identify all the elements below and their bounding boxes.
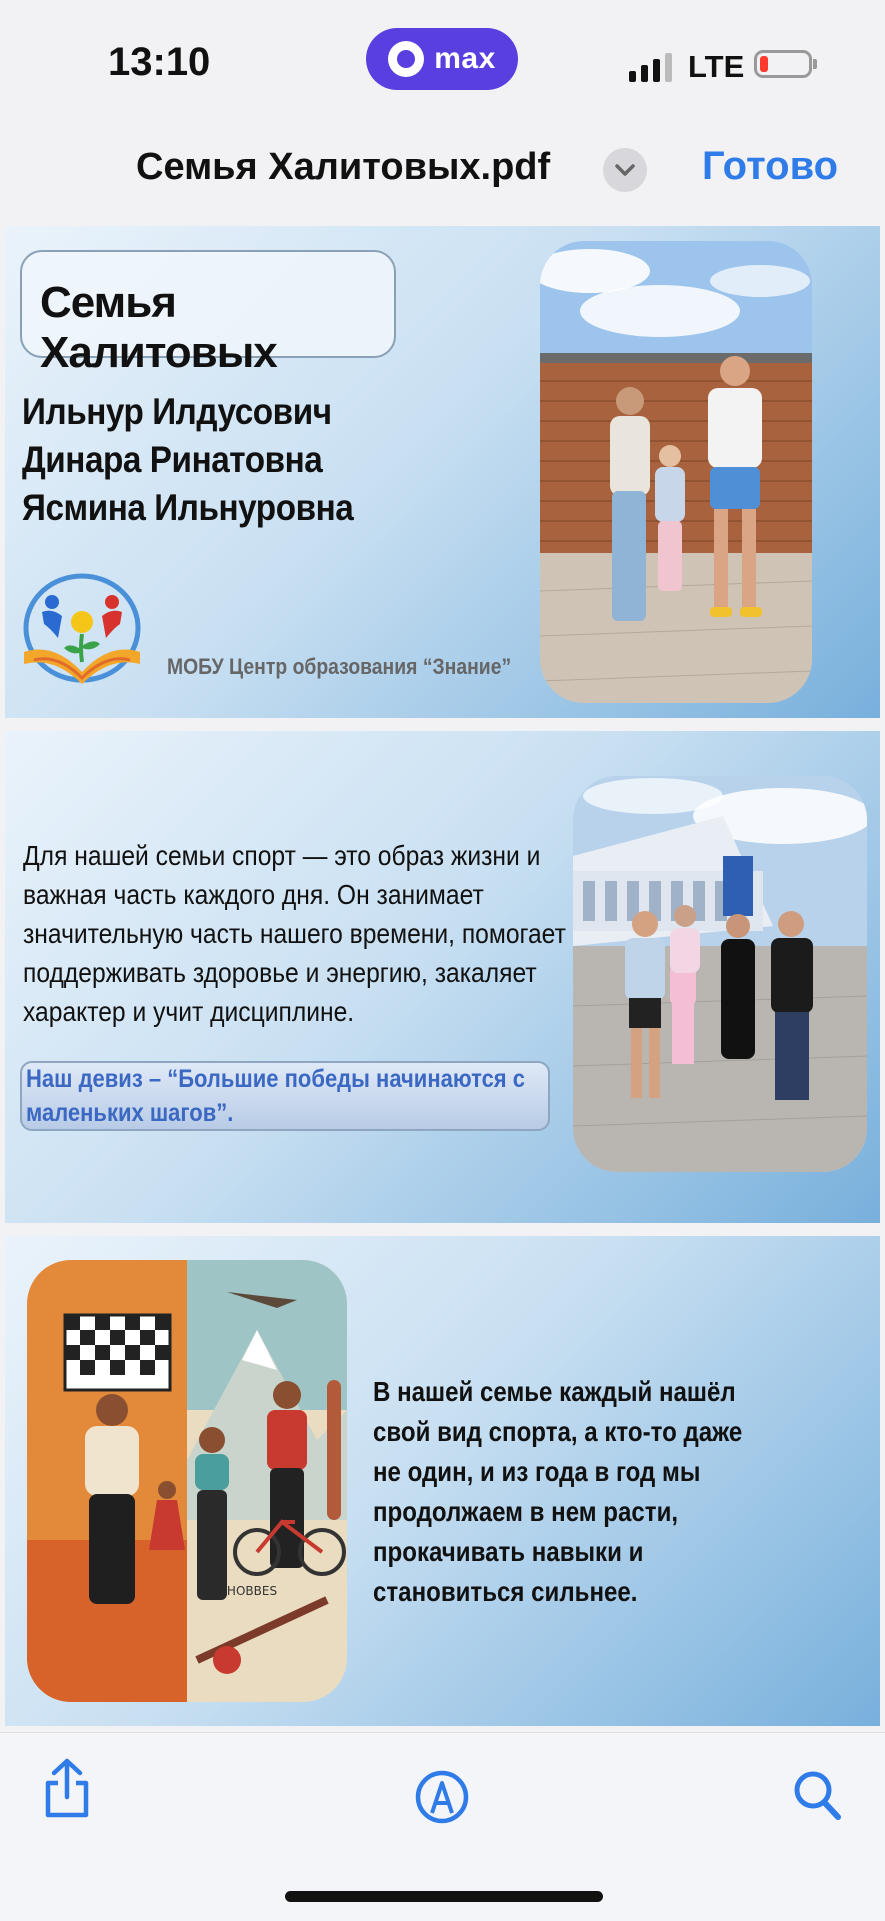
family-name: Динара Ринатовна <box>22 439 323 480</box>
max-app-label: max <box>434 42 496 75</box>
family-photo-1 <box>540 241 812 703</box>
family-names <box>22 388 390 532</box>
pdf-page-2[interactable] <box>5 731 880 1223</box>
paragraph-line: В нашей семье каждый нашёл <box>373 1376 736 1407</box>
slide-title: Семья Халитовых <box>40 278 277 377</box>
slide-title-box <box>20 250 396 377</box>
home-indicator[interactable] <box>285 1891 603 1902</box>
paragraph-line: прокачивать навыки и <box>373 1536 644 1567</box>
markup-icon[interactable] <box>414 1769 470 1825</box>
max-app-pill[interactable] <box>366 28 518 90</box>
paragraph-line: значительную часть нашего времени, помогает <box>23 918 566 949</box>
chevron-down-icon <box>614 163 636 177</box>
status-time: 13:10 <box>108 40 211 84</box>
poster-caption: HOBBES <box>226 1584 278 1598</box>
motto-line: маленьких шагов”. <box>26 1099 234 1127</box>
paragraph-line: Для нашей семьи спорт — это образ жизни и <box>23 840 541 871</box>
sports-poster <box>27 1260 347 1702</box>
school-logo <box>14 572 150 692</box>
family-name: Ильнур Илдусович <box>22 391 332 432</box>
paragraph-line: характер и учит дисциплине. <box>23 996 355 1027</box>
max-logo-icon <box>388 41 424 77</box>
network-type: LTE <box>688 49 745 84</box>
paragraph-line: поддерживать здоровье и энергию, закаляет <box>23 957 537 988</box>
pdf-page-3[interactable] <box>5 1236 880 1726</box>
motto-line: Наш девиз – “Большие победы начинаются с <box>26 1065 525 1093</box>
paragraph-line: становиться сильнее. <box>373 1576 638 1607</box>
paragraph-line: свой вид спорта, а кто-то даже <box>373 1416 743 1447</box>
share-icon[interactable] <box>40 1757 94 1821</box>
paragraph-line: не один, и из года в год мы <box>373 1456 701 1487</box>
paragraph-line: продолжаем в нем расти, <box>373 1496 679 1527</box>
battery-icon <box>754 50 812 78</box>
sport-paragraph <box>23 836 566 1031</box>
organization-name: МОБУ Центр образования “Знание” <box>167 654 512 679</box>
status-bar <box>0 0 885 125</box>
cellular-signal-icon <box>629 52 672 82</box>
pdf-page-1[interactable] <box>5 226 880 718</box>
done-button[interactable]: Готово <box>702 144 839 188</box>
family-photo-2 <box>573 776 867 1172</box>
family-name: Ясмина Ильнуровна <box>22 487 354 528</box>
search-icon[interactable] <box>792 1769 844 1825</box>
paragraph-line: важная часть каждого дня. Он занимает <box>23 879 484 910</box>
sports-paragraph <box>373 1372 853 1612</box>
motto-box <box>20 1061 550 1131</box>
title-menu-button[interactable] <box>603 148 647 192</box>
document-title[interactable]: Семья Халитовых.pdf <box>136 146 551 188</box>
